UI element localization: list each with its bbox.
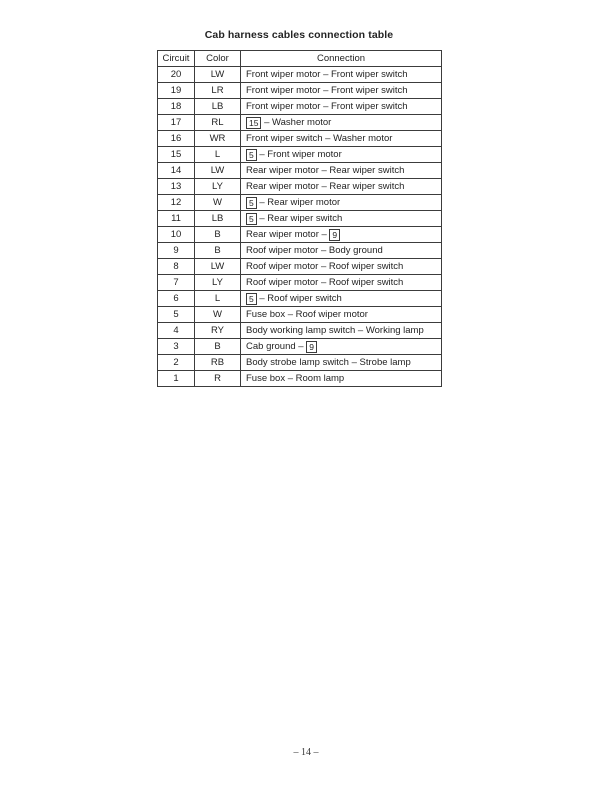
color-cell: W [195,307,241,323]
circuit-cell: 7 [158,275,195,291]
connection-text: – Washer motor [261,117,332,128]
connection-cell [241,67,442,83]
page-number: – 14 – [293,747,319,758]
circuit-cell: 15 [158,147,195,163]
connector-pin-box: 5 [246,293,257,305]
table-row [158,339,442,355]
color-cell: LB [195,211,241,227]
table-row [158,211,442,227]
circuit-cell: 13 [158,179,195,195]
table-row [158,67,442,83]
table-row [158,83,442,99]
table-row [158,227,442,243]
table-row [158,99,442,115]
circuit-cell: 18 [158,99,195,115]
table-body [158,67,442,387]
connection-cell [241,211,442,227]
color-cell: R [195,371,241,387]
connection-cell [241,259,442,275]
table-row [158,115,442,131]
connection-text: Front wiper motor – Front wiper switch [246,101,408,112]
table-row [158,323,442,339]
circuit-cell: 19 [158,83,195,99]
color-cell: RY [195,323,241,339]
connection-text: Front wiper motor – Front wiper switch [246,85,408,96]
circuit-cell: 2 [158,355,195,371]
color-cell: L [195,291,241,307]
table-row [158,355,442,371]
circuit-cell: 9 [158,243,195,259]
connection-text: Roof wiper motor – Roof wiper switch [246,261,404,272]
color-cell: LY [195,275,241,291]
connection-cell [241,227,442,243]
connector-pin-box: 5 [246,197,257,209]
circuit-cell: 6 [158,291,195,307]
connection-text: Body strobe lamp switch – Strobe lamp [246,357,411,368]
connection-text: Front wiper switch – Washer motor [246,133,393,144]
table-row [158,259,442,275]
color-cell: RL [195,115,241,131]
table-row [158,243,442,259]
color-cell: LR [195,83,241,99]
cab-harness-connection-table [157,50,442,387]
table-row [158,371,442,387]
color-cell: B [195,243,241,259]
connection-cell [241,275,442,291]
table-row [158,307,442,323]
color-cell: LW [195,67,241,83]
connection-text: – Rear wiper switch [256,213,343,224]
connection-text: Rear wiper motor – Rear wiper switch [246,165,405,176]
connection-text: Roof wiper motor – Roof wiper switch [246,277,404,288]
connection-cell [241,323,442,339]
connection-text: Rear wiper motor – Rear wiper switch [246,181,405,192]
connection-cell [241,131,442,147]
connection-text: – Front wiper motor [256,149,342,160]
circuit-cell: 17 [158,115,195,131]
column-header-circuit: Circuit [158,51,195,67]
circuit-cell: 20 [158,67,195,83]
connection-text: Body working lamp switch – Working lamp [246,325,424,336]
connection-cell [241,83,442,99]
circuit-cell: 16 [158,131,195,147]
column-header-connection: Connection [241,51,442,67]
connector-pin-box: 5 [246,213,257,225]
connection-cell [241,355,442,371]
connection-text: Fuse box – Room lamp [246,373,345,384]
connection-cell [241,99,442,115]
color-cell: RB [195,355,241,371]
color-cell: W [195,195,241,211]
connection-cell [241,371,442,387]
connection-text: Front wiper motor – Front wiper switch [246,69,408,80]
table-title: Cab harness cables connection table [204,29,394,41]
table-row [158,195,442,211]
connection-text: Roof wiper motor – Body ground [246,245,383,256]
color-cell: L [195,147,241,163]
connection-text: Cab ground – [246,341,307,352]
connector-pin-box: 5 [246,149,257,161]
connection-cell [241,179,442,195]
color-cell: LW [195,163,241,179]
circuit-cell: 5 [158,307,195,323]
connection-cell [241,307,442,323]
connection-text: Rear wiper motor – [246,229,330,240]
table-row [158,131,442,147]
connection-cell [241,163,442,179]
circuit-cell: 8 [158,259,195,275]
table-row [158,179,442,195]
table-row [158,163,442,179]
connection-cell [241,243,442,259]
table-header-row [158,51,442,67]
color-cell: B [195,339,241,355]
connection-cell [241,147,442,163]
color-cell: LW [195,259,241,275]
circuit-cell: 11 [158,211,195,227]
color-cell: WR [195,131,241,147]
connection-cell [241,195,442,211]
connector-pin-box: 9 [306,341,317,353]
circuit-cell: 1 [158,371,195,387]
connection-cell [241,115,442,131]
circuit-cell: 3 [158,339,195,355]
circuit-cell: 10 [158,227,195,243]
color-cell: LY [195,179,241,195]
table-row [158,147,442,163]
table-row [158,275,442,291]
color-cell: LB [195,99,241,115]
circuit-cell: 14 [158,163,195,179]
connection-cell [241,291,442,307]
connection-text: Fuse box – Roof wiper motor [246,309,368,320]
connection-cell [241,339,442,355]
connection-text: – Roof wiper switch [256,293,342,304]
connector-pin-box: 9 [329,229,340,241]
connector-pin-box: 15 [246,117,261,129]
column-header-color: Color [195,51,241,67]
color-cell: B [195,227,241,243]
circuit-cell: 4 [158,323,195,339]
connection-text: – Rear wiper motor [256,197,341,208]
table-row [158,291,442,307]
circuit-cell: 12 [158,195,195,211]
